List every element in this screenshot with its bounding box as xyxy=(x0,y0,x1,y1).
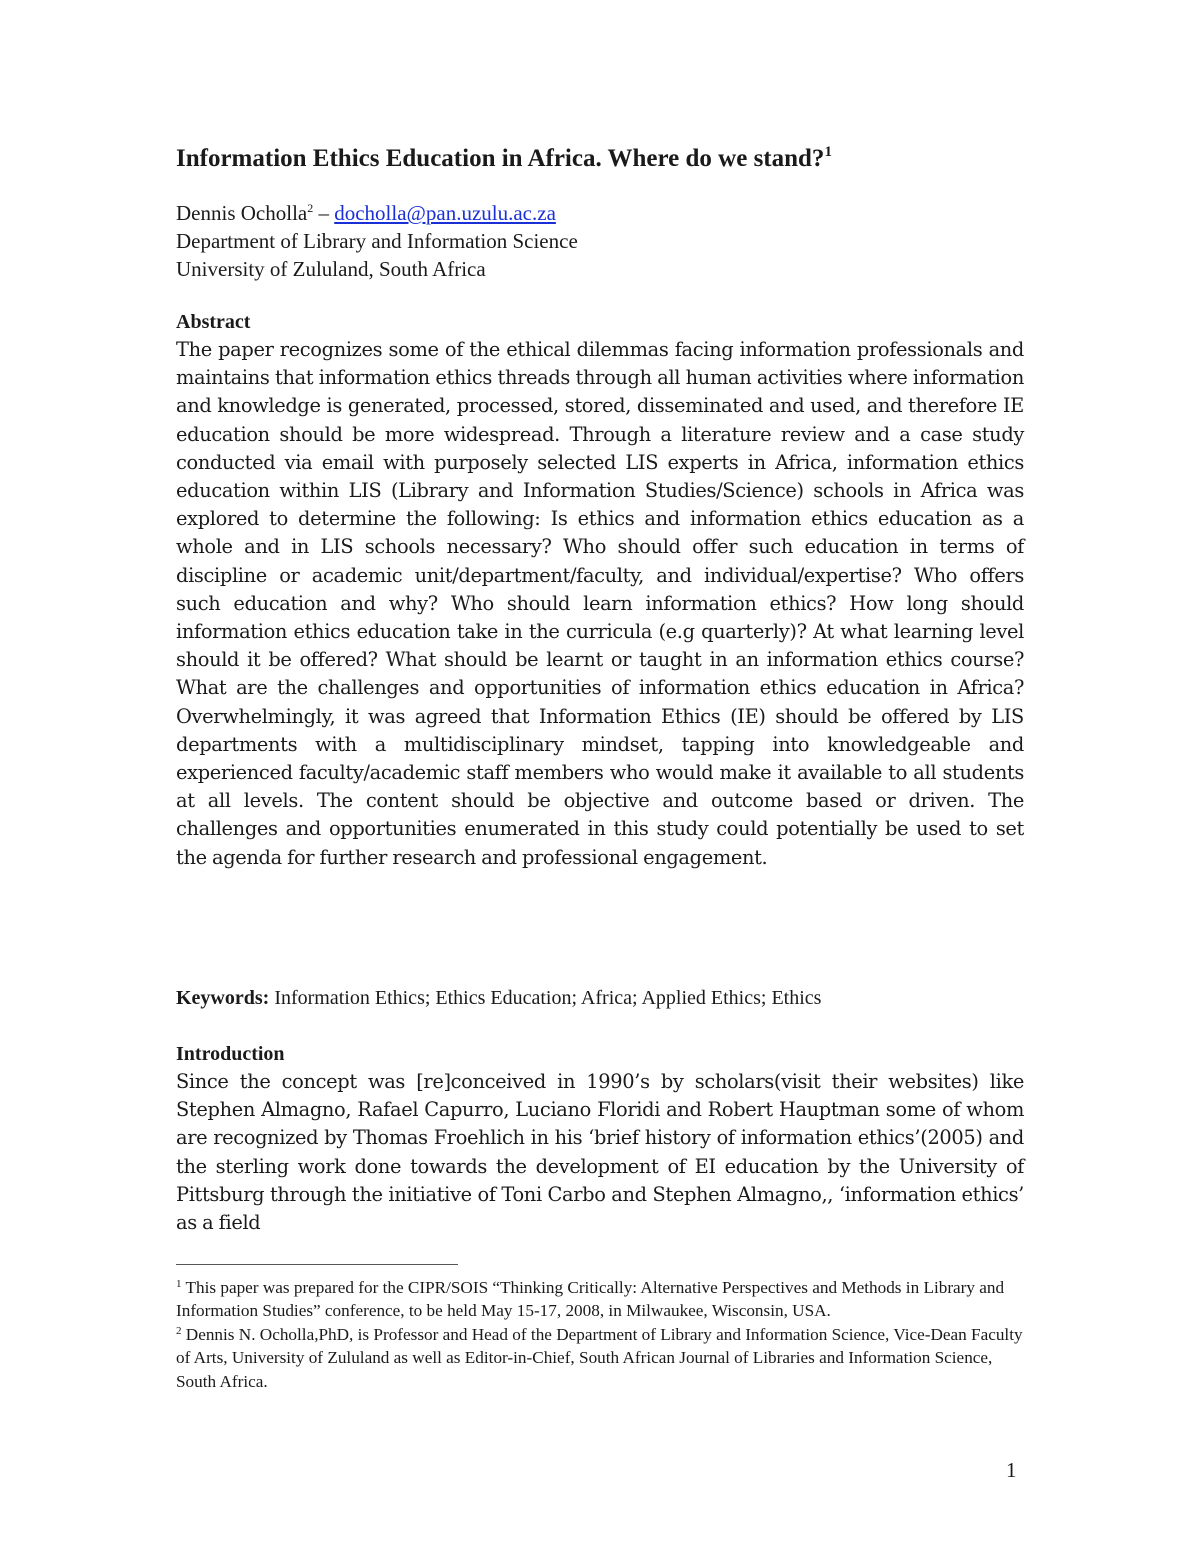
keywords-text: Information Ethics; Ethics Education; Africa; Applied Ethics; Ethics xyxy=(274,987,822,1009)
page-number: 1 xyxy=(1006,1458,1017,1482)
keywords-label: Keywords: xyxy=(176,987,270,1009)
author-line xyxy=(176,199,1024,227)
introduction-body: Since the concept was [re]conceived in 1990’s by scholars(visit their websites) like Stephen Almagno, Rafael Capurro, Luciano Floridi and Robert Hauptman some of whom are recognized by Thomas Froehlich in his ‘brief history of information ethics’(2005) and the sterling work done towards the development of EI education by the University of Pittsburg through the initiative of Toni Carbo and Stephen Almagno,, ‘information ethics’ as a field xyxy=(176,1070,1024,1235)
footnotes xyxy=(176,1276,1024,1393)
footnote-divider xyxy=(176,1264,458,1265)
abstract-body: The paper recognizes some of the ethical dilemmas facing information professionals and maintains that information ethics threads through all human activities where information and knowledge is generated, processed, stored, disseminated and used, and therefore IE education should be more widespread. Through a literature review and a case study conducted via email with purposely selected LIS experts in Africa, information ethics education within LIS (Library and Information Studies/Science) schools in Africa was explored to determine the following: Is ethics and information ethics education as a whole and in LIS schools necessary? Who should offer such education in terms of discipline or academic unit/department/faculty, and individual/expertise? Who offers such education and why? Who should learn information ethics? How long should information ethics education take in the curricula (e.g quarterly)? At what learning level should it be offered? What should be learnt or taught in an information ethics course? What are the challenges and opportunities of information ethics education in Africa? Overwhelmingly, it was agreed that Information Ethics (IE) should be offered by LIS departments with a multidisciplinary mindset, tapping into knowledgeable and experienced faculty/academic staff members who would make it available to all students at all levels. The content should be objective and outcome based or driven. The challenges and opportunities enumerated in this study could potentially be used to set the agenda for further research and professional engagement. xyxy=(176,338,1024,869)
title-footnote-mark: 1 xyxy=(824,144,832,160)
author-footnote-mark: 2 xyxy=(307,201,314,215)
footnote-2 xyxy=(176,1323,1024,1393)
author-separator: – xyxy=(318,201,329,225)
footnote-2-text: Dennis N. Ocholla,PhD, is Professor and Head of the Department of Library and Information Science, Vice-Dean Faculty of Arts, University of Zululand as well as Editor-in-Chief, South African Journal of Libraries and Information Science, South Africa. xyxy=(176,1324,1023,1391)
author-name: Dennis Ocholla xyxy=(176,201,308,225)
paper-title xyxy=(176,143,1024,175)
abstract-heading: Abstract xyxy=(176,311,251,333)
author-email-link[interactable]: docholla@pan.uzulu.ac.za xyxy=(334,201,556,225)
footnote-1-mark: 1 xyxy=(176,1278,182,1290)
paper-title-text: Information Ethics Education in Africa. Where do we stand? xyxy=(176,145,825,172)
keywords-line xyxy=(176,984,1024,1012)
footnote-1-text: This paper was prepared for the CIPR/SOIS “Thinking Critically: Alternative Perspectives and Methods in Library and Information Studies” conference, to be held May 15-17, 2008, in Milwaukee, Wisconsin, USA. xyxy=(176,1278,1005,1321)
author-block xyxy=(176,199,1024,283)
author-department: Department of Library and Information Science xyxy=(176,229,578,253)
footnote-1 xyxy=(176,1276,1024,1323)
author-university: University of Zululand, South Africa xyxy=(176,257,486,281)
introduction-heading: Introduction xyxy=(176,1043,285,1065)
footnote-2-mark: 2 xyxy=(176,1324,182,1337)
